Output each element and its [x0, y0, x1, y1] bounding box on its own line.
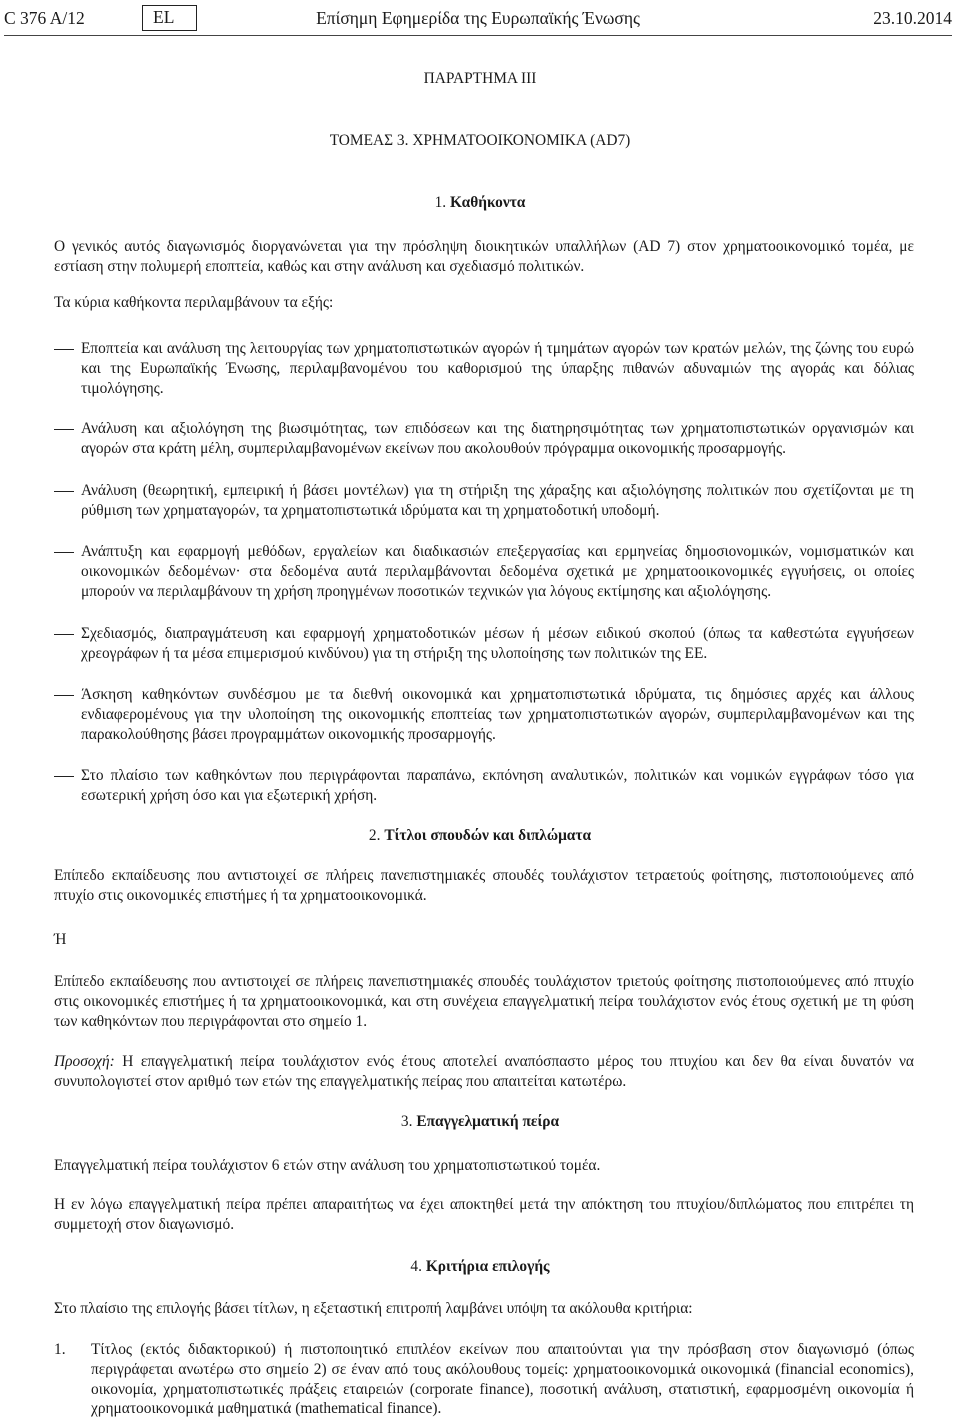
section-2-heading: [0, 826, 960, 846]
section-1-intro: Ο γενικός αυτός διαγωνισμός διοργανώνεται για την πρόσληψη διοικητικών υπαλλήλων (AD 7) στον χρηματοοικονομικό τομέα, με εστίαση στην πολυμερή εποπτεία, καθώς και στην ανάλυση και σχεδιασμό πολιτικών.: [54, 238, 914, 275]
experience-condition: Η εν λόγω επαγγελματική πείρα πρέπει απαραιτήτως να έχει αποκτηθεί μετά την απόκτηση του πτυχίου/διπλώματος που επιτρέπει τη συμμετοχή στον διαγωνισμό.: [54, 1196, 914, 1233]
section-3-heading: [0, 1112, 960, 1132]
section-1-heading: [0, 193, 960, 213]
duty-item: [54, 766, 914, 806]
attention-label: Προσοχή:: [54, 1053, 115, 1070]
experience-requirement: Επαγγελματική πείρα τουλάχιστον 6 ετών στην ανάλυση του χρηματοπιστωτικού τομέα.: [54, 1157, 601, 1174]
duty-item-text: Εποπτεία και ανάλυση της λειτουργίας των χρηματοπιστωτικών αγορών ή τμημάτων αγορών των κρατών μελών, της ζώνης του ευρώ και της Ευρωπαϊκής Ένωσης, περιλαμβανομένου του καθορισμού της ύπαρξης πιθανών αδυναμιών της αγοράς και δόλιας τιμολόγησης.: [81, 340, 914, 397]
education-requirement-2: Επίπεδο εκπαίδευσης που αντιστοιχεί σε πλήρεις πανεπιστημιακές σπουδές τουλάχιστον τριετούς φοίτησης πιστοποιούμενες από πτυχίο στις οικονομικές επιστήμες ή τα χρηματοοικονομικά, και στη συνέχεια επαγγελματική πείρα τουλάχιστον ενός έτους σχετική με τη φύση των καθηκόντων που περιγράφονται στο σημείο 1.: [54, 973, 914, 1030]
annex-title: ΠΑΡΑΡΤΗΜΑ III: [423, 70, 537, 87]
duty-item-text: Σχεδιασμός, διαπραγμάτευση και εφαρμογή χρηματοδοτικών μέσων ή μέσων ειδικού σκοπού (όπως τα καθεστώτα εγγυήσεων χρεογράφων ή τα μέσα επιμερισμού κινδύνου) για τη στήριξη της υλοποίησης των πολιτικών της ΕΕ.: [81, 625, 914, 662]
dash-marker: [54, 695, 74, 696]
duty-item-text: Ανάπτυξη και εφαρμογή μεθόδων, εργαλείων και διαδικασιών επεξεργασίας και ερμηνείας δημοσιονομικών, νομισματικών και οικονομικών δεδομένων· στα δεδομένα αυτά περιλαμβάνονται δεδομένα σχετικά με χρηματοοικονομικές εγγυήσεις, οι οποίες μπορούν να περιλαμβάνουν τη χρήση προηγμένων ποσοτικών τεχνικών για λόγους εκτίμησης και αξιολόγησης.: [81, 543, 914, 600]
journal-title: Επίσημη Εφημερίδα της Ευρωπαϊκής Ένωσης: [316, 8, 640, 28]
dash-marker: [54, 349, 74, 350]
language-box: EL: [142, 5, 197, 31]
section-4-number: 4.: [410, 1258, 422, 1275]
section-1-number: 1.: [434, 194, 447, 211]
duty-item-text: Ανάλυση (θεωρητική, εμπειρική ή βάσει μοντέλων) για τη στήριξη της χάραξης και αξιολόγησης πολιτικών που σχετίζονται με τη ρύθμιση των χρηματαγορών, τα χρηματοπιστωτικά ιδρύματα και τη χρηματοδοτική υποδομή.: [81, 482, 914, 519]
dash-marker: [54, 491, 74, 492]
alternative-or: Ή: [54, 931, 67, 948]
attention-note: [54, 1052, 914, 1092]
section-3-title: Επαγγελματική πείρα: [416, 1113, 560, 1130]
criterion-text: Τίτλος (εκτός διδακτορικού) ή πιστοποιητικό επιπλέον εκείνων που απαιτούνται για την πρόσβαση στον διαγωνισμό (όπως περιγράφεται ανωτέρω στο σημείο 2) σε έναν από τους ακόλουθους τομείς: χρηματοοικονομικά οικονομικά (financial economics), οικονομία, χρηματοπιστωτικές πράξεις εταιρειών (corporate finance), ποσοτική ανάλυση, στατιστική, εφαρμοσμένη οικονομία ή χρηματοοικονομικά μαθηματικά (mathematical finance).: [91, 1341, 914, 1418]
dash-marker: [54, 776, 74, 777]
duty-item: [54, 542, 914, 601]
section-2-title: Τίτλοι σπουδών και διπλώματα: [384, 827, 592, 844]
criterion-item: [54, 1340, 914, 1419]
duty-item: [54, 339, 914, 398]
section-2-number: 2.: [368, 827, 381, 844]
section-4-heading: [0, 1257, 960, 1277]
selection-intro: Στο πλαίσιο της επιλογής βάσει τίτλων, η εξεταστική επιτροπή λαμβάνει υπόψη τα ακόλουθα κριτήρια:: [54, 1300, 693, 1317]
dash-marker: [54, 634, 74, 635]
section-1-title: Καθήκοντα: [450, 194, 526, 211]
duty-item: [54, 481, 914, 521]
dash-marker: [54, 552, 74, 553]
duty-item: [54, 419, 914, 459]
section-3-number: 3.: [400, 1113, 413, 1130]
section-4-title: Κριτήρια επιλογής: [425, 1258, 550, 1275]
duty-item: [54, 624, 914, 664]
series-reference: C 376 A/12: [4, 8, 85, 28]
education-requirement-1: Επίπεδο εκπαίδευσης που αντιστοιχεί σε πλήρεις πανεπιστημιακές σπουδές τουλάχιστον τετραετούς φοίτησης, πιστοποιούμενες από πτυχίο στις οικονομικές επιστήμες ή τα χρηματοοικονομικά.: [54, 867, 914, 904]
duty-item: [54, 685, 914, 744]
attention-text: Η επαγγελματική πείρα τουλάχιστον ενός έτους αποτελεί αναπόσπαστο μέρος του πτυχίου και δεν θα είναι δυνατόν να συνυπολογιστεί στον αριθμό των ετών της επαγγελματικής πείρας που απαιτείται κατωτέρω.: [54, 1053, 914, 1090]
page-header: [4, 5, 952, 33]
header-divider: [4, 35, 952, 36]
section-1-lead: Τα κύρια καθήκοντα περιλαμβάνουν τα εξής:: [54, 294, 334, 311]
dash-marker: [54, 429, 74, 430]
criterion-number: 1.: [54, 1341, 66, 1358]
duty-item-text: Στο πλαίσιο των καθηκόντων που περιγράφονται παραπάνω, εκπόνηση αναλυτικών, πολιτικών και νομικών εγγράφων τόσο για εσωτερική χρήση όσο και για εξωτερική χρήση.: [81, 767, 914, 804]
duty-item-text: Ανάλυση και αξιολόγηση της βιωσιμότητας, των επιδόσεων και της διατηρησιμότητας των χρηματοπιστωτικών οργανισμών και αγορών στα κράτη μέλη, συμπεριλαμβανομένων εκείνων που ακολουθούν πρόγραμμα οικονομικής προσαρμογής.: [81, 420, 914, 457]
duty-item-text: Άσκηση καθηκόντων συνδέσμου με τα διεθνή οικονομικά και χρηματοπιστωτικά ιδρύματα, τις δημόσιες αρχές και άλλους ενδιαφερομένους για την υλοποίηση της οικονομικής εποπτείας των χρηματοπιστωτικών αγορών, συμπεριλαμβανομένων και της παρακολούθησης βάσει προγραμμάτων οικονομικής προσαρμογής.: [81, 686, 914, 743]
sector-title: ΤΟΜΕΑΣ 3. ΧΡΗΜΑΤΟΟΙΚΟΝΟΜΙΚΑ (AD7): [329, 132, 631, 149]
publication-date: 23.10.2014: [873, 8, 952, 28]
